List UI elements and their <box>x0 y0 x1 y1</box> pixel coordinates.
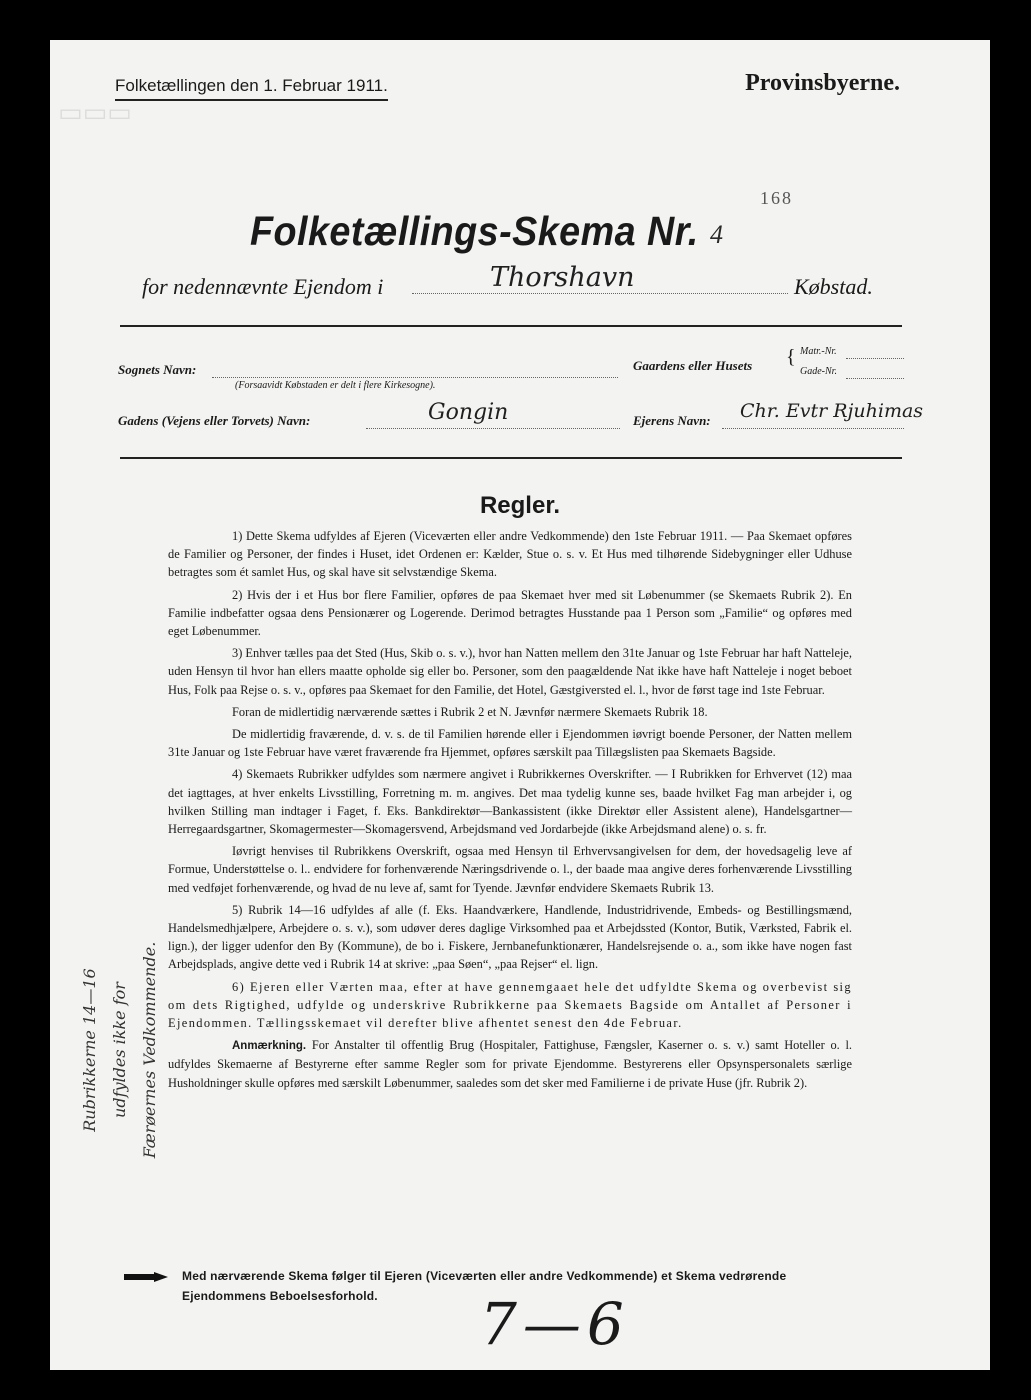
stamp-number: 168 <box>760 188 793 208</box>
rule-3-absent: De midlertidig fraværende, d. v. s. de til Familien hørende eller i Ejendommen iøvrigt boende Personer, der Natten mellem 31te Januar og 1ste Februar have været fraværende fra Hjemmet, opføres særskilt paa Tillægslisten paa Skemaets Bagside. <box>168 727 852 760</box>
remark-text: For Anstalter til offentlig Brug (Hospitaler, Fattighuse, Fængsler, Kaserner o. s. v.) samt Hoteller o. l. udfyldes Skemaerne af Bestyrerne efter samme Regler som for private Ejendomme. Bestyrerens eller Opsynspersonalets særlige Husholdninger skulle opføres med særskilt Løbenummer, saaledes som det sker med Familierne i de private Huse (jfr. Rubrik 2). <box>168 1038 852 1090</box>
matr-label: Matr.-Nr. <box>800 346 837 357</box>
remark <box>168 1036 852 1092</box>
handwritten-owner: Chr. Evtr Rjuhimas <box>740 400 924 422</box>
pointing-hand-icon <box>124 1272 168 1282</box>
handwritten-town: Thorshavn <box>490 262 635 293</box>
gade-dotted-line <box>846 377 904 379</box>
property-line-suffix: Købstad. <box>794 274 873 299</box>
top-divider <box>120 325 902 327</box>
side-note-line-1: Rubrikkerne 14—16 <box>80 968 99 1132</box>
handwritten-form-number: 4 <box>710 220 723 249</box>
bleed-through-mark: ▭▭▭ <box>58 98 132 127</box>
rule-3-marker: Foran de midlertidig nærværende sættes i Rubrik 2 et N. Jævnfør nærmere Skemaets Rubrik 18. <box>232 704 708 719</box>
street-label: Gadens (Vejens eller Torvets) Navn: <box>118 413 311 428</box>
form-title: Folketællings-Skema Nr. <box>250 208 699 254</box>
side-note-line-3: Færøernes Vedkommende. <box>140 941 159 1159</box>
owner-label: Ejerens Navn: <box>633 413 711 428</box>
gade-label: Gade-Nr. <box>800 366 837 377</box>
rule-3: 3) Enhver tælles paa det Sted (Hus, Skib o. s. v.), hvor han Natten mellem den 31te Januar og 1ste Februar har haft Natteleje, uden Hensyn til hvor han ellers maatte opholde sig eller bo. Personer, som den paagældende Nat ikke have haft Natteleje i noget beboet Hus, Folk paa Rejse o. s. v., opføres paa Skemaet for den Familie, det Hotel, Gæstgiversted el. l., hvor de først tage ind 1ste Februar. <box>168 646 852 697</box>
farm-label: Gaardens eller Husets <box>633 358 753 373</box>
footer-note: Med nærværende Skema følger til Ejeren (Viceværten eller andre Vedkommende) et Skema vedrørende Ejendommens Beboelsesforhold. <box>182 1269 787 1303</box>
owner-dotted-line <box>722 427 904 429</box>
side-note-line-2: udfyldes ikke for <box>110 982 129 1118</box>
rules-body <box>168 527 852 1096</box>
street-dotted-line <box>366 427 620 429</box>
handwritten-street: Gongin <box>428 400 509 425</box>
matr-dotted-line <box>846 357 904 359</box>
side-handwritten-note <box>60 910 180 1190</box>
census-form-page <box>50 40 990 1370</box>
fields-divider <box>120 457 902 459</box>
rule-6: 6) Ejeren eller Værten maa, efter at have gennemgaaet hele det udfyldte Skema og overbevist sig om dets Rigtighed, udfylde og underskrive Rubrikkerne paa Skemaets Bagside om Antallet af Personer i Ejendommen. Tællingsskemaet vil derefter blive afhentet senest den 4de Februar. <box>168 979 852 1031</box>
rule-4: 4) Skemaets Rubrikker udfyldes som nærmere angivet i Rubrikkernes Overskrifter. — I Rubrikken for Erhvervet (12) maa det iagttages, at hver enkelts Livsstilling, Forretning m. m. angives. Det maa tydelig kunne ses, baade hvilket Fag man arbejder i, og hvilken Stilling man indtager i Faget, f. Eks. Bankdirektør—Bankassistent (ikke Direktør eller Assistent alene), Handelsgartner—Herregaardsgartner, Skomagermester—Skomagersvend, Arbejdsmand ved Jordarbejde (ikke Arbejdsmand alene) o. s. fr. <box>168 767 852 837</box>
rule-2: 2) Hvis der i et Hus bor flere Familier, opføres de paa Skemaet hver med sit Løbenummer (se Skemaets Rubrik 2). En Familie indbefatter ogsaa dens Pensionærer og Logerende. Derimod betragtes Husstande paa 1 Person som „Familie“ og opføres med eget Løbenummer. <box>168 587 852 639</box>
rule-1: 1) Dette Skema udfyldes af Ejeren (Viceværten eller andre Vedkommende) den 1ste Februar 1911. — Paa Skemaet opføres de Familier og Personer, der findes i Huset, idet Ordenen er: Kælder, Stue o. s. v. Et Hus med tilhørende Sidebygninger eller Udhuse betragtes som ét samlet Hus, og skal have sit selvstændige Skema. <box>168 529 852 580</box>
parish-dotted-line <box>212 376 618 378</box>
census-date-header: Folketællingen den 1. Februar 1911. <box>115 76 388 101</box>
property-line-prefix: for nedennævnte Ejendom i <box>142 274 384 299</box>
remark-lead: Anmærkning. <box>232 1040 307 1053</box>
brace-glyph: { <box>786 346 796 368</box>
bottom-handwritten-number: 7—6 <box>480 1290 630 1358</box>
rules-heading: Regler. <box>479 492 561 519</box>
parish-label: Sognets Navn: <box>118 362 197 377</box>
region-header: Provinsbyerne. <box>745 70 900 96</box>
rule-4-continued: Iøvrigt henvises til Rubrikkens Overskrift, ogsaa med Hensyn til Erhvervsangivelsen for dem, der hovedsagelig leve af Formue, Understøttelse o. l.. endvidere for forhenværende Næringsdrivende o. l., der baade maa angive deres forhenværende Livsstilling med vedføjet forhenværende, og hvad de nu leve af, samt for Tyende. Jævnfør endvidere Skemaets Rubrik 13. <box>168 844 852 895</box>
rule-5: 5) Rubrik 14—16 udfyldes af alle (f. Eks. Haandværkere, Handlende, Industridrivende, Embeds- og Bestillingsmænd, Handelsmedhjælpere, Arbejdere o. s. v.), som udøver deres daglige Virksomhed paa et Arbejdssted (Kontor, Butik, Værksted, Fabrik el. lign.), der ligger udenfor den By (Kommune), de bo i. Fiskere, Jernbanefunktionærer, Handelsrejsende o. a., som ikke have nogen fast Arbejdsplads, angive dette ved i Rubrik 14 at skrive: „paa Søen“, „paa Rejser“ el. lign. <box>168 902 852 972</box>
parish-note: (Forsaavidt Købstaden er delt i flere Kirkesogne). <box>235 380 436 391</box>
